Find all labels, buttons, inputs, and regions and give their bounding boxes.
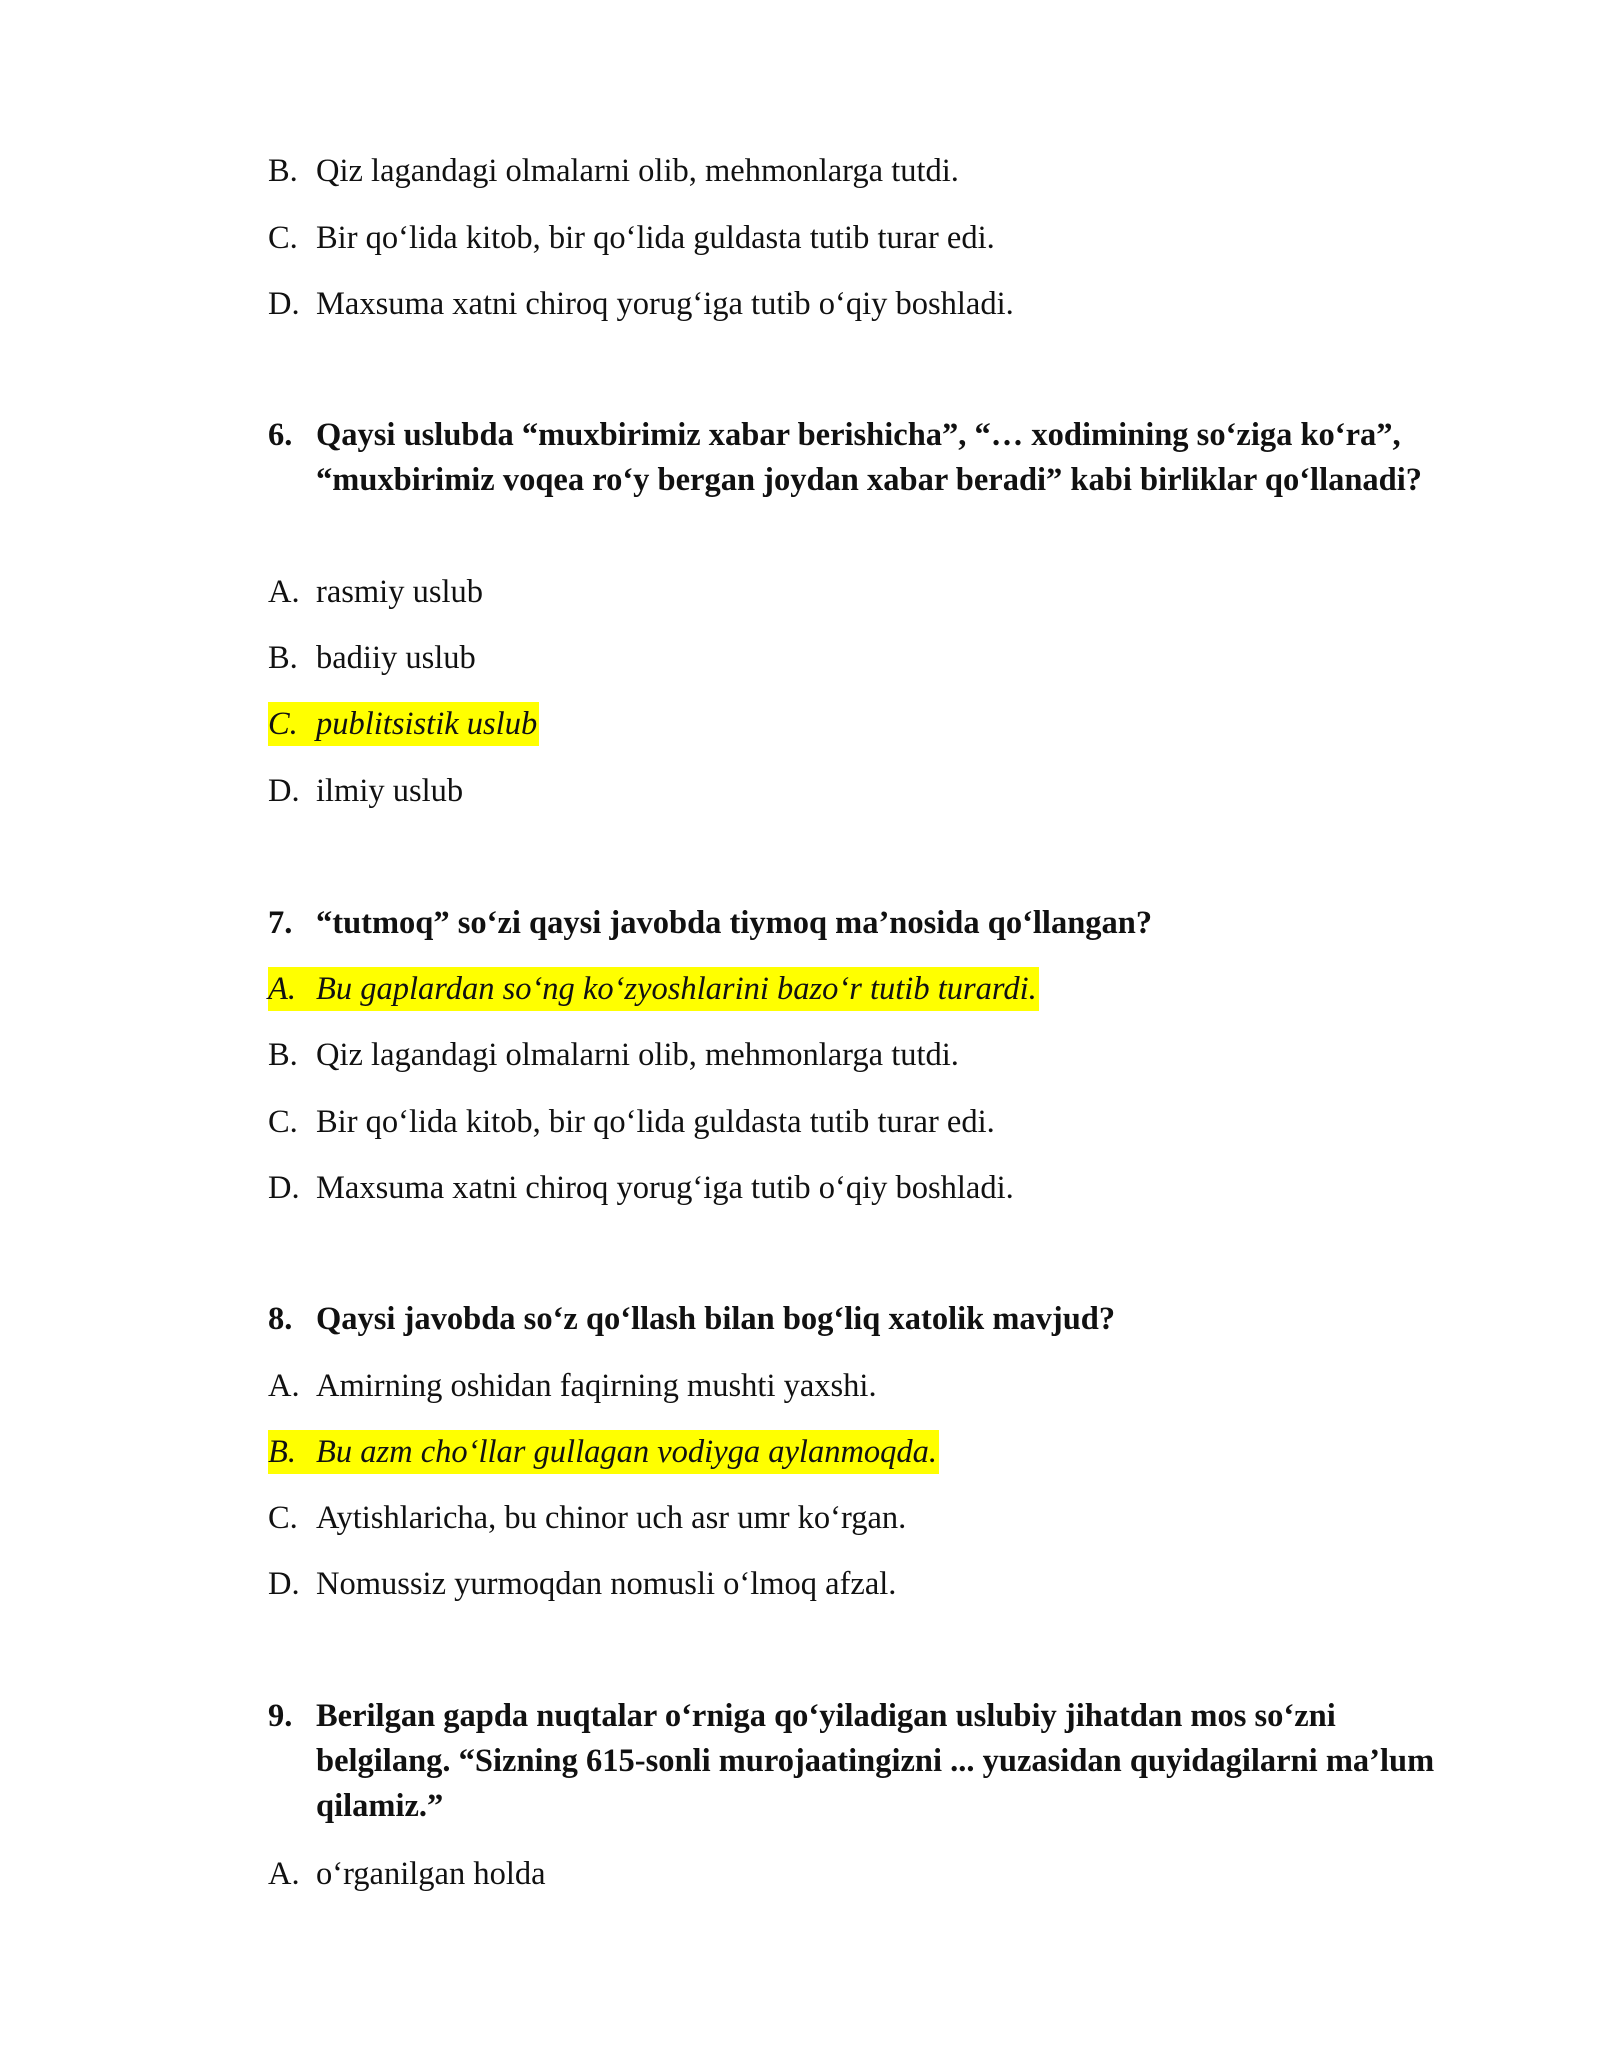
q7-option-d: D. Maxsuma xatni chiroq yorug‘iga tutib o‘qiy boshladi. xyxy=(268,1170,1014,1206)
answer-highlight: A. Bu gaplardan so‘ng ko‘zyoshlarini bazo‘r tutib turardi. xyxy=(268,967,1039,1011)
q8-option-d: D. Nomussiz yurmoqdan nomusli o‘lmoq afzal. xyxy=(268,1566,897,1602)
answer-highlight: B. Bu azm cho‘llar gullagan vodiyga aylanmoqda. xyxy=(268,1430,939,1474)
q6-option-d: D. ilmiy uslub xyxy=(268,773,464,809)
q7-option-a-answer xyxy=(268,967,1039,1011)
q6-question: 6. Qaysi uslubda “muxbirimiz xabar berishicha”, “… xodimining so‘ziga ko‘ra”, “muxbirimiz voqea ro‘y bergan joydan xabar beradi” kabi birliklar qo‘llanadi? xyxy=(268,417,1423,498)
q8-option-c: C. Aytishlaricha, bu chinor uch asr umr ko‘rgan. xyxy=(268,1500,907,1536)
q6-option-b: B. badiiy uslub xyxy=(268,640,476,676)
q7-question: 7. “tutmoq” so‘zi qaysi javobda tiymoq ma’nosida qo‘llangan? xyxy=(268,905,1153,941)
q8-option-b-answer xyxy=(268,1430,939,1474)
q9-question: 9. Berilgan gapda nuqtalar o‘rniga qo‘yiladigan uslubiy jihatdan mos so‘zni belgilang. “Sizning 615-sonli murojaatingizni ... yuzasidan quyidagilarni ma’lum qilamiz.” xyxy=(268,1698,1435,1824)
q8-question: 8. Qaysi javobda so‘z qo‘llash bilan bog‘liq xatolik mavjud? xyxy=(268,1301,1116,1337)
q9-option-a: A. o‘rganilgan holda xyxy=(268,1856,546,1892)
q8-option-a: A. Amirning oshidan faqirning mushti yaxshi. xyxy=(268,1368,877,1404)
q5-option-b: B. Qiz lagandagi olmalarni olib, mehmonlarga tutdi. xyxy=(268,153,959,189)
answer-highlight: C. publitsistik uslub xyxy=(268,702,539,746)
q5-option-c: C. Bir qo‘lida kitob, bir qo‘lida guldasta tutib turar edi. xyxy=(268,220,995,256)
q7-option-b: B. Qiz lagandagi olmalarni olib, mehmonlarga tutdi. xyxy=(268,1037,959,1073)
q6-option-a: A. rasmiy uslub xyxy=(268,574,484,610)
q6-option-c-answer xyxy=(268,702,539,746)
q5-option-d: D. Maxsuma xatni chiroq yorug‘iga tutib o‘qiy boshladi. xyxy=(268,286,1014,322)
q7-option-c: C. Bir qo‘lida kitob, bir qo‘lida guldasta tutib turar edi. xyxy=(268,1104,995,1140)
